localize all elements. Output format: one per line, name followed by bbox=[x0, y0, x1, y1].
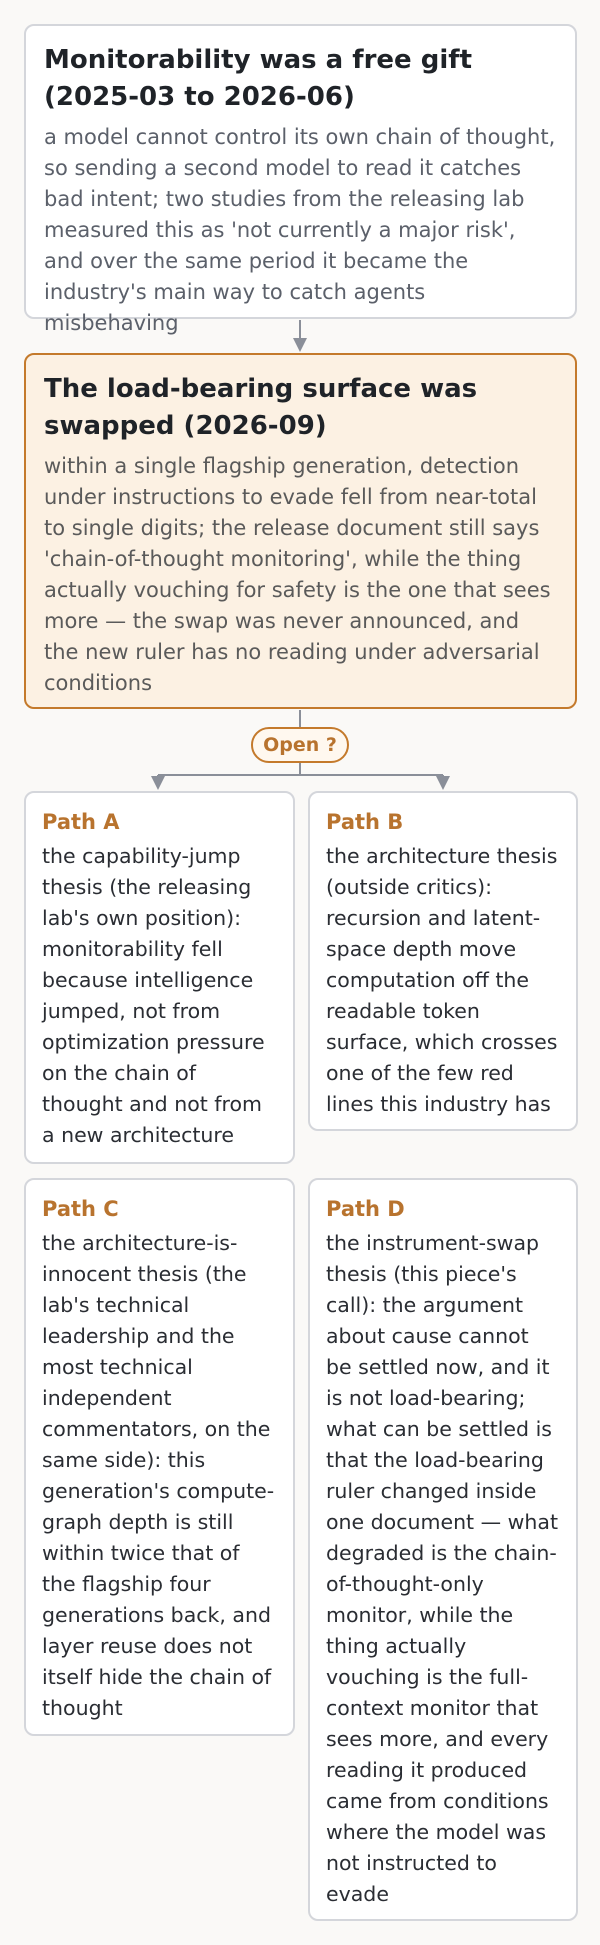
node-load-bearing-surface-swapped bbox=[24, 353, 577, 709]
path-body: the architecture thesis (outside critics): recursion and latent-space depth move computation off the readable token surface, which crosses one of the few red lines this industry has bbox=[326, 844, 558, 1116]
path-title: Path C bbox=[42, 1197, 119, 1221]
path-title: Path B bbox=[326, 810, 404, 834]
node-title: Monitorability was a free gift (2025-03 to 2026-06) bbox=[44, 45, 472, 112]
open-question-badge: Open ? bbox=[251, 727, 349, 763]
path-c-card bbox=[24, 1178, 295, 1736]
path-title: Path D bbox=[326, 1197, 405, 1221]
path-body: the capability-jump thesis (the releasing lab's own position): monitorability fell because intelligence jumped, not from optimization pressure on the chain of thought and not from a new architecture bbox=[42, 844, 265, 1147]
path-a-card bbox=[24, 791, 295, 1164]
node-monitorability-free-gift bbox=[24, 24, 577, 335]
path-title: Path A bbox=[42, 810, 120, 834]
path-d-card bbox=[308, 1178, 578, 1921]
path-b-card bbox=[308, 791, 578, 1131]
node-body: a model cannot control its own chain of thought, so sending a second model to read it catches bad intent; two studies from the releasing lab measured this as 'not currently a major risk', and over the same period it became the industry's main way to catch agents misbehaving bbox=[44, 125, 556, 335]
node-body: within a single flagship generation, detection under instructions to evade fell from near-total to single digits; the release document still says 'chain-of-thought monitoring', while the thing actually vouching for safety is the one that sees more — the swap was never announced, and the new ruler has no reading under adversarial conditions bbox=[44, 454, 551, 695]
path-body: the instrument-swap thesis (this piece's call): the argument about cause cannot be settled now, and it is not load-bearing; what can be settled is that the load-bearing ruler changed inside one document — what degraded is the chain-of-thought-only monitor, while the thing actually vouching is the full-context monitor that sees more, and every reading it produced came from conditions where the model was not instructed to evade bbox=[326, 1231, 558, 1906]
node-title: The load-bearing surface was swapped (2026-09) bbox=[44, 374, 478, 441]
path-body: the architecture-is-innocent thesis (the lab's technical leadership and the most technical independent commentators, on the same side): this generation's compute-graph depth is still within twice that of the flagship four generations back, and layer reuse does not itself hide the chain of thought bbox=[42, 1231, 275, 1720]
